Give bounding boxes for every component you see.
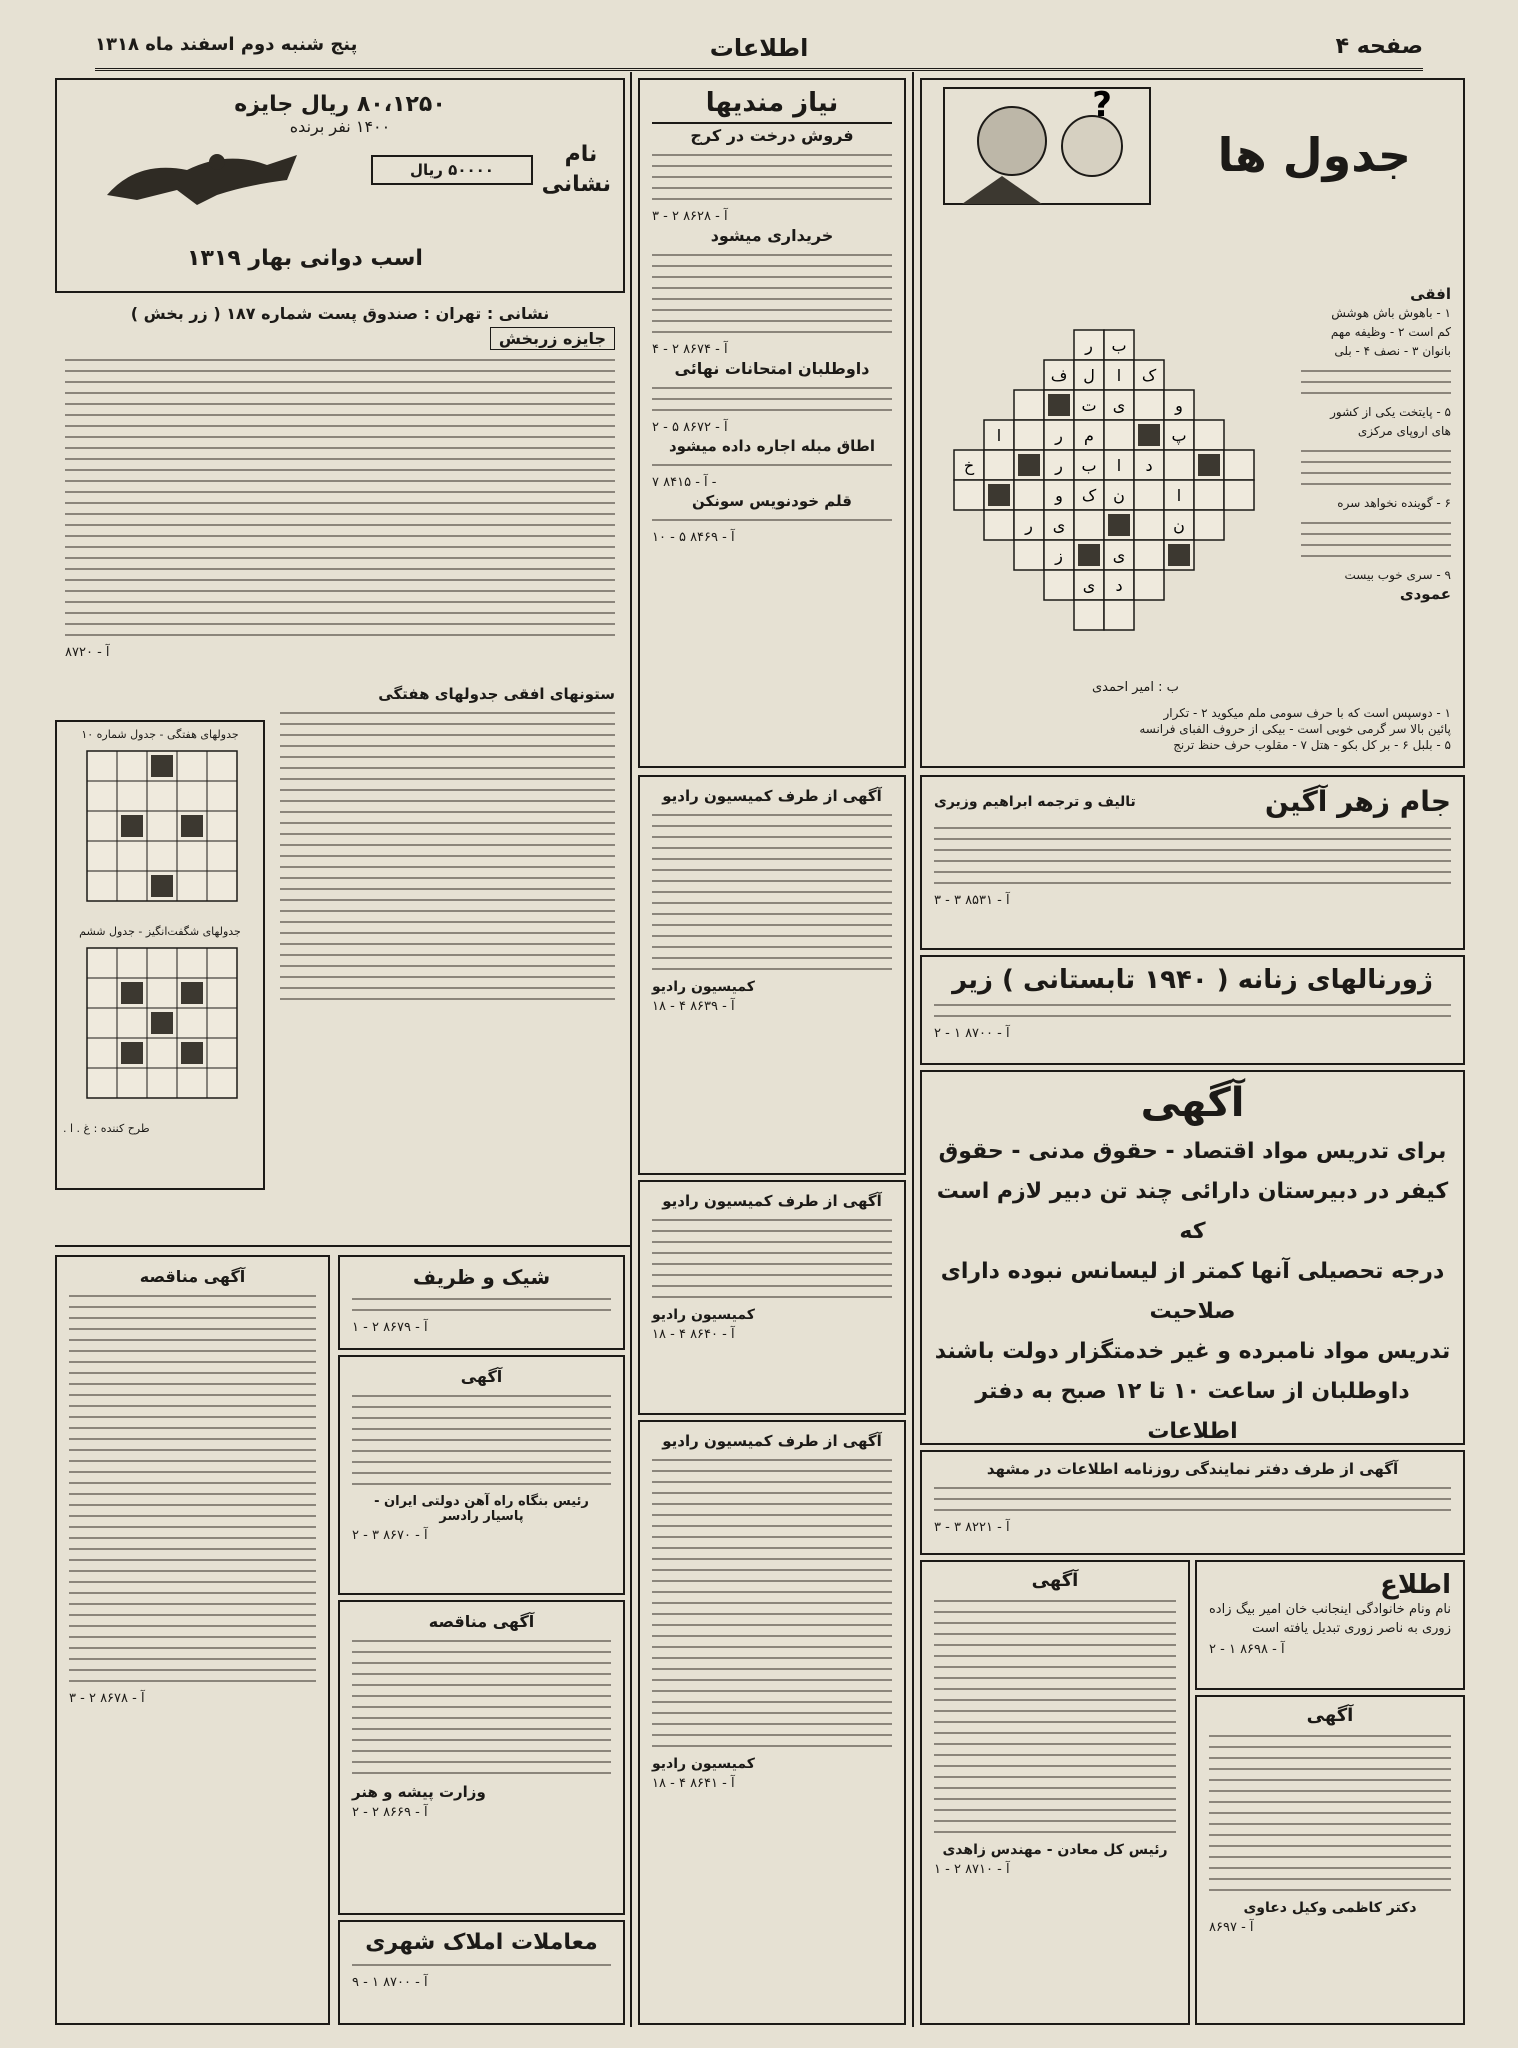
ad-sign: وزارت پیشه و هنر (352, 1783, 486, 1801)
svg-text:ل: ل (1083, 366, 1095, 385)
ad-ref: آ - ۸۶۹۸ ۱ - ۲ (1209, 1642, 1285, 1657)
svg-text:?: ? (1092, 86, 1112, 125)
column-rule (912, 72, 914, 2027)
ad-ref: آ - ۸۵۳۱ ۳ - ۳ (934, 893, 1010, 908)
ad-title: ژورنالهای زنانه ( ۱۹۴۰ تابستانی ) زیر (952, 965, 1433, 995)
ad-ref: آ - ۸۶۴۰ ۴ - ۱۸ (652, 1327, 735, 1342)
ministry-tender-ad (338, 1600, 625, 1915)
ad-sign: کمیسیون رادیو (652, 1756, 755, 1772)
ad-ref: آ - ۸۶۷۰ ۳ - ۲ (352, 1528, 428, 1543)
section-rule (55, 1245, 630, 1247)
svg-text:د: د (1145, 456, 1153, 475)
ad-sign: کمیسیون رادیو (652, 1307, 755, 1323)
svg-text:ک: ک (1081, 486, 1097, 505)
svg-text:ت: ت (1081, 396, 1097, 415)
classified-title: قلم خودنویس سونکن (692, 492, 852, 510)
clue-text: های اروپای مرکزی (1357, 424, 1451, 438)
svg-text:ب: ب (1111, 336, 1127, 355)
svg-text:ز: ز (1055, 546, 1063, 565)
crossword-section (920, 78, 1465, 768)
svg-text:و: و (1055, 486, 1063, 505)
svg-text:و: و (1175, 396, 1183, 415)
svg-text:ی: ی (1052, 516, 1066, 535)
ad-sign: رئیس کل معادن - مهندس زاهدی (942, 1842, 1168, 1858)
clue-text: ۶ - گوینده نخواهد سره (1337, 496, 1451, 510)
svg-text:ف: ف (1050, 366, 1068, 385)
ministry-ad (920, 1070, 1465, 1445)
agency-ad (920, 1450, 1465, 1555)
classified-ref: آ - ۸۴۶۹ ۵ - ۱۰ (652, 530, 735, 545)
classified-title: داوطلبان امتحانات نهائی (674, 359, 870, 378)
clue-text: ۹ - سری خوب بیست (1344, 568, 1451, 582)
ad-title: آگهی (1306, 1705, 1354, 1726)
ad-line: برای تدریس مواد اقتصاد - حقوق مدنی - حقوق (938, 1139, 1447, 1164)
ad-title: آگهی از طرف کمیسیون رادیو (662, 787, 882, 805)
lottery-ticket: ۵۰۰۰۰ ریال (371, 155, 533, 185)
ad-title: آگهی مناقصه (139, 1267, 246, 1286)
page-header (95, 28, 1423, 71)
lottery-ad: نام نشانی ۸۰،۱۲۵۰ ریال جایزه ۱۴۰۰ نفر برنده ۵۰۰۰۰ ریال اسب دوانی بهار ۱۳۱۹ (55, 78, 625, 293)
ad-subtitle: تالیف و ترجمه ابراهیم وزیری (934, 793, 1136, 810)
lottery-name: اسب دوانی بهار ۱۳۱۹ (187, 246, 423, 271)
svg-text:ن: ن (1173, 516, 1185, 535)
classified-ref: آ - ۸۶۷۴ ۲ - ۴ (652, 342, 728, 357)
radio-ad-1 (638, 775, 906, 1175)
ad-line: تدریس مواد نامبرده و غیر خدمتگزار دولت باشند (934, 1339, 1451, 1364)
svg-text:ر: ر (1025, 516, 1033, 535)
weekly-puzzle-grids (55, 720, 265, 1190)
grid-designer: طرح کننده : غ . ا . (63, 1122, 150, 1135)
svg-text:ر: ر (1055, 456, 1063, 475)
svg-text:خ: خ (963, 456, 975, 475)
ad-line: کیفر در دبیرستان دارائی چند تن دبیر لازم است که (936, 1179, 1449, 1244)
grid-label: جدولهای شگفت‌انگیز - جدول ششم (79, 925, 241, 938)
svg-text:ن: ن (1113, 486, 1125, 505)
ad-title: شیک و ظریف (412, 1265, 551, 1289)
ad-title: آگهی از طرف کمیسیون رادیو (662, 1192, 882, 1210)
classified-ref: آ - ۸۴۱۵ ۷ - (652, 475, 717, 490)
puzzles-title: ستونهای افقی جدولهای هفتگی (378, 685, 615, 703)
svg-text:ا: ا (1176, 486, 1182, 505)
clue-text: ۱ - دوسپس است که با حرف سومی ملم میکوید ۲ - تکرار (1163, 706, 1451, 720)
radio-ad-3 (638, 1420, 906, 2025)
svg-text:ک: ک (1141, 366, 1157, 385)
ad-title: آگهی (1140, 1080, 1245, 1126)
svg-text:ر: ر (1085, 336, 1093, 355)
svg-text:م: م (1084, 426, 1094, 445)
clue-text: ۵ - بلبل ۶ - بر کل بکو - هتل ۷ - مقلوب حرف حنظ ترنج (1173, 738, 1451, 752)
tender-ad (55, 1255, 330, 2025)
lottery-count: ۱۴۰۰ نفر برنده (289, 117, 391, 136)
classified-title: اطاق مبله اجاره داده میشود (668, 437, 876, 455)
svg-text:ا: ا (996, 426, 1002, 445)
svg-text:ی: ی (1082, 576, 1096, 595)
lawyer-notice (1195, 1695, 1465, 2025)
classified-ref: آ - ۸۶۲۸ ۲ - ۳ (652, 209, 728, 224)
classified-title: خریداری میشود (710, 226, 834, 245)
crossword-illustration (942, 86, 1152, 206)
section-title: نیاز مندیها (652, 88, 892, 124)
svg-text:ب: ب (1081, 456, 1097, 475)
ad-title: معاملات املاک شهری (365, 1930, 598, 1955)
svg-text:پ: پ (1171, 426, 1187, 445)
svg-text:ا: ا (1116, 366, 1122, 385)
lottery-prize: ۸۰،۱۲۵۰ ریال جایزه (234, 92, 446, 117)
issue-date: پنج شنبه دوم اسفند ماه ۱۳۱۸ (95, 34, 358, 55)
ad-title: آگهی از طرف کمیسیون رادیو (662, 1432, 882, 1450)
classified-title: فروش درخت در کرج (690, 126, 854, 145)
ad-ref: آ - ۸۷۱۰ ۲ - ۱ (934, 1862, 1010, 1877)
clue-text: کم است ۲ - وظیفه مهم (1330, 325, 1451, 339)
across-label: افقی (1410, 285, 1451, 303)
ad-title: آگهی (460, 1367, 503, 1386)
down-label: عمودی (1399, 585, 1451, 603)
ad-sign: کمیسیون رادیو (652, 979, 755, 995)
page-number: صفحه ۴ (1335, 34, 1423, 59)
puzzle-grid-2 (67, 938, 257, 1118)
ad-sign: رئیس بنگاه راه آهن دولتی ایران - پاسیار رادسر (374, 1494, 589, 1524)
svg-text:ی: ی (1112, 396, 1126, 415)
ad-ref: آ - ۸۷۰۰ ۱ - ۲ (934, 1026, 1010, 1041)
svg-text:ی: ی (1112, 546, 1126, 565)
crossword-designer: ب : امیر احمدی (1092, 680, 1179, 695)
ad-title: جام زهر آگین (1264, 785, 1451, 818)
ad-line: درجه تحصیلی آنها کمتر از لیسانس نبوده دارای صلاحیت (940, 1259, 1445, 1324)
puzzle-grid-1 (67, 741, 257, 921)
ad-ref: آ - ۸۶۳۹ ۴ - ۱۸ (652, 999, 735, 1014)
grid-label: جدولهای هفتگی - جدول شماره ۱۰ (81, 728, 239, 741)
ad-ref: آ - ۸۶۷۹ ۲ - ۱ (352, 1320, 428, 1335)
classifieds-section (638, 78, 906, 768)
radio-ad-2 (638, 1180, 906, 1415)
column-rule (630, 72, 632, 2027)
lottery-address: نشانی : تهران : صندوق پست شماره ۱۸۷ ( زر بخش ) (130, 304, 550, 323)
classified-ref: آ - ۸۶۷۲ ۵ - ۲ (652, 420, 728, 435)
ad-sign: دکتر کاظمی وکیل دعاوی (1243, 1900, 1417, 1916)
clue-text: بانوان ۳ - نصف ۴ - بلی (1334, 344, 1451, 358)
ad-line: داوطلبان از ساعت ۱۰ تا ۱۲ صبح به دفتر اطلاعات (975, 1379, 1410, 1444)
shik-ad (338, 1255, 625, 1350)
crossword-title: جدول ها (1217, 128, 1411, 182)
ad-ref: آ - ۸۲۲۱ ۳ - ۳ (934, 1520, 1010, 1535)
ad-title: آگهی (1031, 1570, 1079, 1591)
lottery-label: جایزه زربخش (490, 327, 615, 350)
ad-ref: آ - ۸۶۹۷ (1209, 1920, 1254, 1935)
weekly-puzzles-text (270, 685, 625, 1235)
svg-text:د: د (1115, 576, 1123, 595)
jam-zahr-ad (920, 775, 1465, 950)
mines-ad (920, 1560, 1190, 2025)
railway-ad (338, 1355, 625, 1595)
clue-text: پائین بالا سر گرمی خوبی است - بیکی از حروف الفبای فرانسه (1139, 722, 1451, 736)
clue-text: ۵ - پایتخت یکی از کشور (1330, 405, 1451, 419)
ad-ref: آ - ۸۶۶۹ ۲ - ۲ (352, 1805, 428, 1820)
journals-ad (920, 955, 1465, 1065)
ad-ref: آ - ۸۶۴۱ ۴ - ۱۸ (652, 1776, 735, 1791)
ad-ref: آ - ۸۷۰۰ ۱ - ۹ (352, 1975, 428, 1990)
clue-text: ۱ - باهوش باش هوشش (1331, 306, 1451, 320)
crossword-grid (944, 310, 1264, 670)
svg-text:ا: ا (1116, 456, 1122, 475)
horse-icon (97, 140, 307, 210)
svg-text:ر: ر (1055, 426, 1063, 445)
ettela-notice (1195, 1560, 1465, 1690)
ad-title: اطلاع (1380, 1570, 1451, 1600)
ad-title: آگهی از طرف دفتر نمایندگی روزنامه اطلاعات در مشهد (986, 1460, 1399, 1478)
ad-title: آگهی مناقصه (428, 1612, 535, 1631)
ad-body: نام ونام خانوادگی اینجانب خان امیر بیگ زاده زوری به ناصر زوری تبدیل یافته است (1209, 1602, 1451, 1636)
ad-ref: آ - ۸۷۲۰ (65, 645, 110, 660)
ad-ref: آ - ۸۶۷۸ ۲ - ۳ (69, 1691, 145, 1706)
paper-name: اطلاعات (709, 34, 809, 62)
real-estate-ad (338, 1920, 625, 2025)
